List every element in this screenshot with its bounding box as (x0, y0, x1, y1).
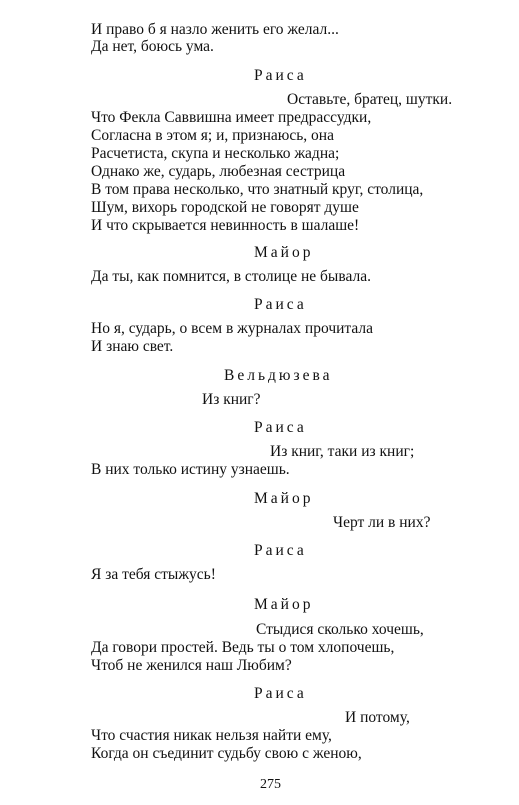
verse-line: И знаю свет. (91, 338, 174, 355)
verse-line: Да ты, как помнится, в столице не бывала. (91, 268, 371, 285)
page-number: 275 (260, 777, 281, 792)
speaker-name: Майор (254, 244, 314, 261)
verse-line: Из книг, таки из книг; (270, 443, 415, 460)
verse-line: Однако же, сударь, любезная сестрица (91, 163, 346, 180)
speaker-name: Раиса (254, 419, 307, 436)
verse-line: Когда он съединит судьбу свою с женою, (91, 745, 362, 762)
verse-line: Да нет, боюсь ума. (91, 38, 214, 55)
verse-line: Что счастия никак нельзя найти ему, (91, 727, 332, 744)
verse-line: Что Фекла Саввишна имеет предрассудки, (91, 109, 372, 126)
verse-line: И потому, (345, 709, 410, 726)
speaker-name: Раиса (254, 67, 307, 84)
verse-line: Оставьте, братец, шутки. (287, 91, 453, 108)
verse-line: Расчетиста, скупа и несколько жадна; (91, 145, 340, 162)
verse-line: Черт ли в них? (333, 514, 431, 531)
verse-line: В них только истину узнаешь. (91, 461, 290, 478)
verse-line: Стыдися сколько хочешь, (256, 621, 424, 638)
speaker-name: Раиса (254, 685, 307, 702)
verse-line: Да говори простей. Ведь ты о том хлопочешь, (91, 639, 395, 656)
verse-line: Я за тебя стыжусь! (91, 566, 216, 583)
speaker-name: Майор (254, 490, 314, 507)
verse-line: В том права несколько, что знатный круг, столица, (91, 181, 424, 198)
verse-line: И что скрывается невинность в шалаше! (91, 217, 360, 234)
speaker-name: Раиса (254, 296, 307, 313)
verse-line: Из книг? (202, 391, 261, 408)
verse-line: Шум, вихорь городской не говорят душе (91, 199, 359, 216)
verse-line: И право б я назло женить его желал... (91, 21, 339, 38)
speaker-name: Майор (254, 596, 314, 613)
speaker-name: Вельдюзева (224, 367, 333, 384)
speaker-name: Раиса (254, 542, 307, 559)
verse-line: Согласна в этом я; и, признаюсь, она (91, 127, 334, 144)
verse-line: Чтоб не женился наш Любим? (91, 657, 292, 674)
verse-line: Но я, сударь, о всем в журналах прочитала (91, 320, 373, 337)
